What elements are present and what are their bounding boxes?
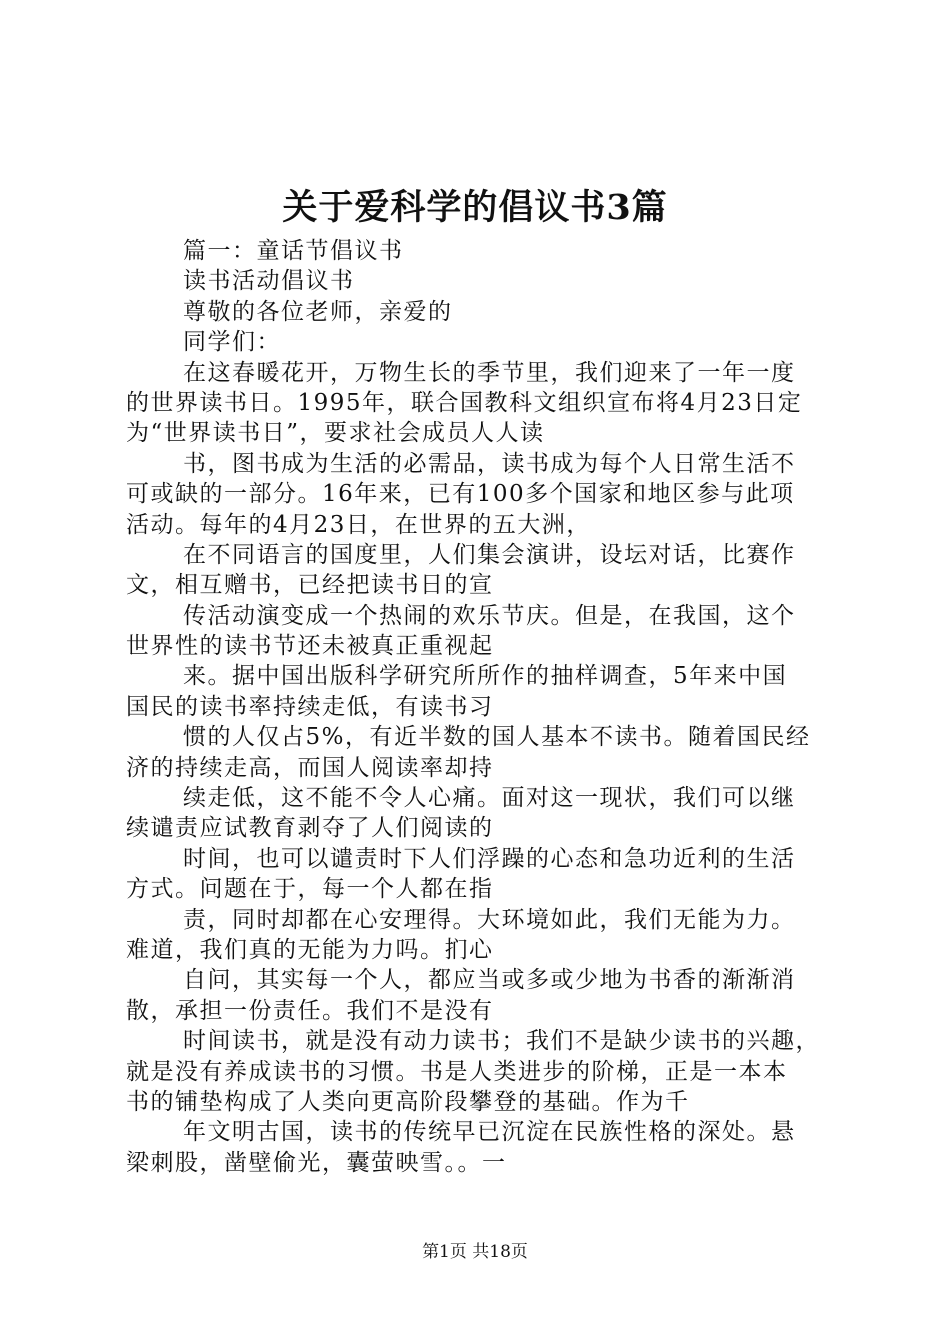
body-text-line: 梁刺股，凿壁偷光，囊萤映雪。。一 (126, 1149, 507, 1176)
body-text-line: 续走低，这不能不令人心痛。面对这一现状，我们可以继 (183, 785, 796, 812)
body-text-line: 济的持续走高，而国人阅读率却持 (126, 754, 494, 781)
body-text-line: 在这春暖花开，万物生长的季节里，我们迎来了一年一度 (183, 359, 796, 386)
document-body (126, 236, 834, 1178)
page-footer: 第1页 共18页 (422, 1242, 528, 1262)
body-text-line: 时间，也可以谴责时下人们浮躁的心态和急功近利的生活 (183, 845, 796, 872)
body-text-line: 续谴责应试教育剥夺了人们阅读的 (126, 815, 494, 842)
body-text-line: 自问，其实每一个人，都应当或多或少地为书香的渐渐消 (183, 967, 796, 994)
body-text-line: 世界性的读书节还未被真正重视起 (126, 633, 494, 660)
document-title: 关于爱科学的倡议书3篇 (282, 187, 668, 228)
body-text-line: 篇一：童话节倡议书 (183, 238, 404, 264)
body-text-line: 年文明古国，读书的传统早已沉淀在民族性格的深处。悬 (183, 1119, 796, 1146)
body-text-line: 活动。每年的4月23日，在世界的五大洲， (126, 511, 591, 538)
body-text-line: 时间读书，就是没有动力读书；我们不是缺少读书的兴趣， (183, 1028, 820, 1055)
body-text-line: 的世界读书日。1995年，联合国教科文组织宣布将4月23日定 (126, 389, 803, 416)
body-text-line: 为“世界读书日”，要求社会成员人人读 (126, 420, 545, 447)
body-text-line: 尊敬的各位老师，亲爱的 (183, 298, 453, 325)
body-text-line: 书，图书成为生活的必需品，读书成为每个人日常生活不 (183, 450, 796, 477)
body-text-line: 读书活动倡议书 (183, 268, 355, 295)
body-text-line: 书的铺垫构成了人类向更高阶段攀登的基础。作为千 (126, 1088, 690, 1115)
body-text-line: 同学们： (183, 329, 281, 356)
body-text-line: 来。据中国出版科学研究所所作的抽样调查，5年来中国 (183, 663, 788, 690)
body-text-line: 国民的读书率持续走低，有读书习 (126, 693, 494, 720)
body-text-line: 方式。问题在于，每一个人都在指 (126, 876, 494, 903)
body-text-line: 难道，我们真的无能为力吗。扪心 (126, 936, 494, 963)
body-text-line: 文，相互赠书，已经把读书日的宣 (126, 572, 494, 599)
body-text-line: 就是没有养成读书的习惯。书是人类进步的阶梯，正是一本本 (126, 1058, 788, 1085)
body-text-line: 可或缺的一部分。16年来，已有100多个国家和地区参与此项 (126, 481, 795, 508)
body-text-line: 在不同语言的国度里，人们集会演讲，设坛对话，比赛作 (183, 541, 796, 568)
body-text-line: 传活动演变成一个热闹的欢乐节庆。但是，在我国，这个 (183, 602, 796, 629)
body-text-line: 散，承担一份责任。我们不是没有 (126, 997, 494, 1024)
body-text-line: 惯的人仅占5%，有近半数的国人基本不读书。随着国民经 (183, 724, 811, 751)
body-text-line: 责，同时却都在心安理得。大环境如此，我们无能为力。 (183, 906, 796, 933)
